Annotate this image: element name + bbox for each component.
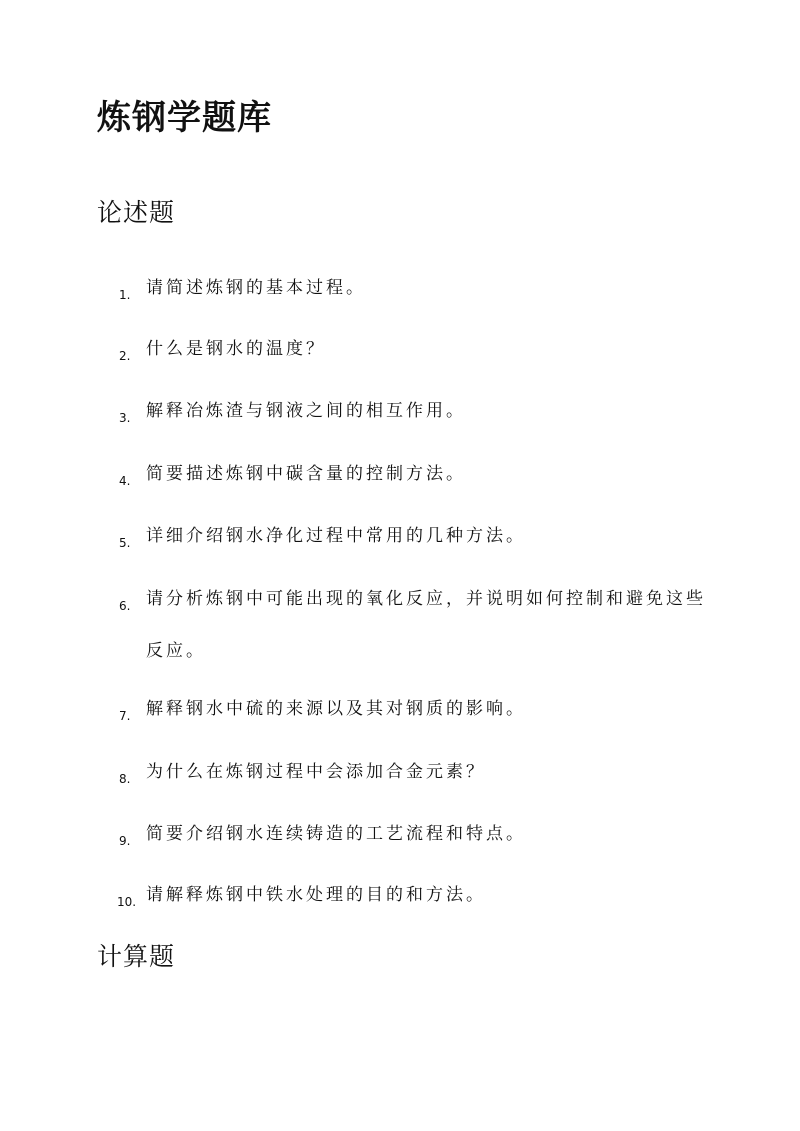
question-text: 解释冶炼渣与钢液之间的相互作用。 <box>146 401 466 421</box>
question-number: 8. <box>119 772 131 786</box>
question-text: 为什么在炼钢过程中会添加合金元素？ <box>146 762 486 782</box>
question-text: 解释钢水中硫的来源以及其对钢质的影响。 <box>146 699 526 719</box>
question-text: 详细介绍钢水净化过程中常用的几种方法。 <box>146 526 526 546</box>
question-text: 请分析炼钢中可能出现的氧化反应，并说明如何控制和避免这些反应。 <box>146 589 706 661</box>
question-number: 5. <box>119 536 131 550</box>
section-heading-calculation: 计算题 <box>97 942 176 971</box>
question-text: 简要描述炼钢中碳含量的控制方法。 <box>146 464 466 484</box>
question-number: 9. <box>119 834 131 848</box>
question-number: 2. <box>119 349 131 363</box>
question-number: 6. <box>119 599 131 613</box>
question-text: 请简述炼钢的基本过程。 <box>146 278 366 298</box>
section-heading-essay: 论述题 <box>97 198 176 227</box>
question-number: 3. <box>119 411 131 425</box>
question-number: 1. <box>119 288 131 302</box>
question-number: 4. <box>119 474 131 488</box>
document-title: 炼钢学题库 <box>97 98 272 138</box>
question-text: 请解释炼钢中铁水处理的目的和方法。 <box>146 885 486 905</box>
question-text: 简要介绍钢水连续铸造的工艺流程和特点。 <box>146 824 526 844</box>
question-text: 什么是钢水的温度？ <box>146 339 326 359</box>
question-number: 10. <box>117 895 137 909</box>
question-number: 7. <box>119 709 131 723</box>
